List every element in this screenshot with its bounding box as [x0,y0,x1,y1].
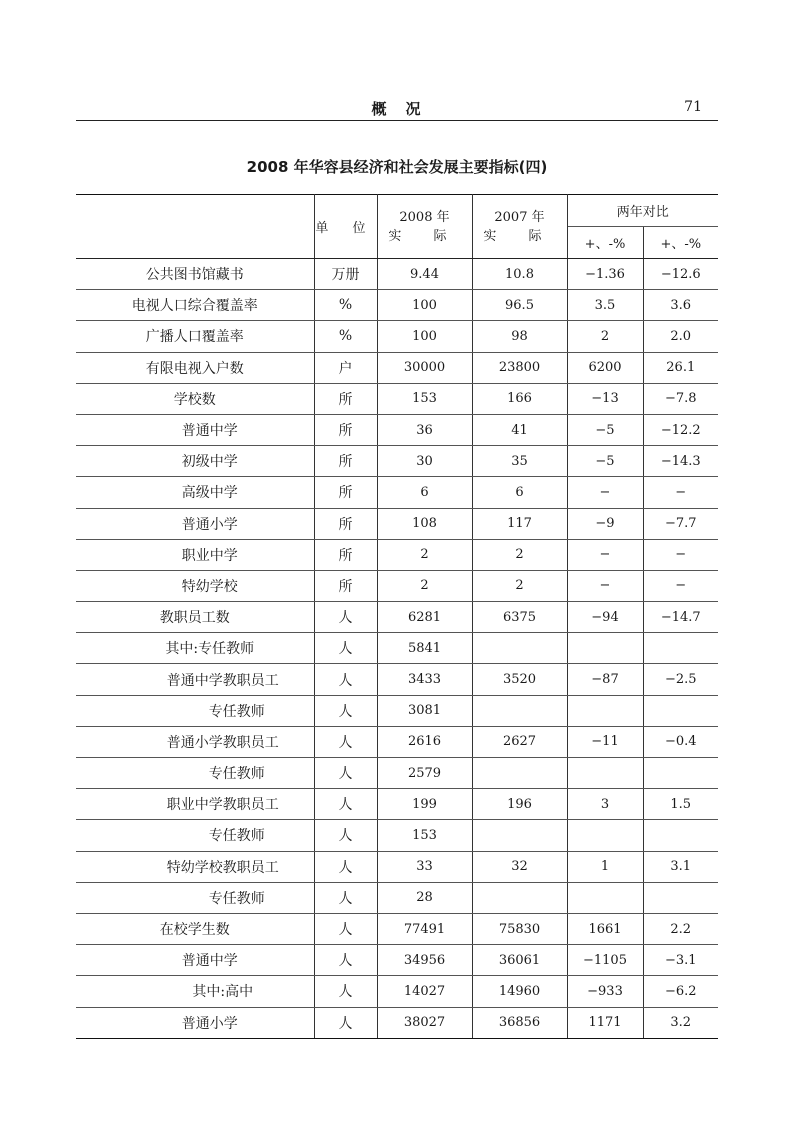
row-diff-absolute: −11 [567,726,643,757]
table-row [76,758,718,789]
row-name: 初级中学 [76,446,314,477]
table-row [76,290,718,321]
row-diff-percent: − [643,539,718,570]
row-diff-percent [643,820,718,851]
row-value-2007: 10.8 [472,259,567,290]
row-unit: 人 [314,633,377,664]
row-name: 在校学生数 [76,913,314,944]
page-header [76,96,718,121]
row-diff-percent: −6.2 [643,976,718,1007]
row-diff-absolute: 1 [567,851,643,882]
row-diff-percent [643,633,718,664]
row-unit: 人 [314,758,377,789]
row-value-2007: 96.5 [472,290,567,321]
row-value-2007: 6 [472,477,567,508]
row-diff-absolute: −13 [567,383,643,414]
row-value-2007: 36856 [472,1007,567,1038]
row-diff-percent [643,758,718,789]
row-name: 特幼学校教职员工 [76,851,314,882]
row-name: 职业中学 [76,539,314,570]
row-unit: 所 [314,508,377,539]
row-value-2007: 14960 [472,976,567,1007]
row-diff-absolute: 3 [567,789,643,820]
row-unit: 人 [314,789,377,820]
table-row [76,446,718,477]
row-unit: 户 [314,352,377,383]
table-row [76,851,718,882]
row-diff-absolute: −87 [567,664,643,695]
row-value-2008: 6281 [377,602,472,633]
header-2008-actual [377,195,472,259]
row-value-2008: 153 [377,820,472,851]
row-diff-percent: 26.1 [643,352,718,383]
row-value-2008: 9.44 [377,259,472,290]
table-row [76,570,718,601]
row-value-2008: 2579 [377,758,472,789]
row-unit: 人 [314,664,377,695]
row-diff-absolute [567,633,643,664]
table-row [76,726,718,757]
row-name: 普通小学教职员工 [76,726,314,757]
header-2008-actual-label: 实 际 [388,228,461,244]
row-unit: 所 [314,383,377,414]
row-value-2008: 77491 [377,913,472,944]
table-row [76,789,718,820]
row-diff-absolute [567,882,643,913]
row-diff-percent: 3.2 [643,1007,718,1038]
row-diff-percent: −2.5 [643,664,718,695]
row-value-2008: 3081 [377,695,472,726]
row-value-2008: 34956 [377,945,472,976]
row-name: 教职员工数 [76,602,314,633]
row-diff-percent: −7.8 [643,383,718,414]
row-diff-absolute: − [567,539,643,570]
row-value-2008: 153 [377,383,472,414]
row-value-2008: 38027 [377,1007,472,1038]
table-row [76,664,718,695]
row-diff-percent: 2.0 [643,321,718,352]
row-value-2007: 2627 [472,726,567,757]
row-value-2008: 2616 [377,726,472,757]
table-title: 2008 年华容县经济和社会发展主要指标(四) [246,158,548,176]
table-body [76,259,718,1039]
row-unit: 人 [314,945,377,976]
row-value-2008: 100 [377,290,472,321]
header-row [76,195,718,227]
row-name: 广播人口覆盖率 [76,321,314,352]
row-value-2008: 2 [377,539,472,570]
row-diff-absolute: 1171 [567,1007,643,1038]
row-unit: 人 [314,726,377,757]
row-diff-absolute: − [567,477,643,508]
row-unit: 所 [314,446,377,477]
row-name: 其中:专任教师 [76,633,314,664]
row-value-2008: 100 [377,321,472,352]
row-unit: 人 [314,976,377,1007]
row-value-2007: 75830 [472,913,567,944]
row-diff-percent: −12.6 [643,259,718,290]
row-value-2008: 30000 [377,352,472,383]
row-diff-absolute: −94 [567,602,643,633]
row-value-2008: 33 [377,851,472,882]
row-unit: 人 [314,882,377,913]
row-diff-absolute [567,758,643,789]
row-value-2007 [472,882,567,913]
row-value-2008: 36 [377,414,472,445]
row-diff-absolute: −1105 [567,945,643,976]
row-name: 普通中学教职员工 [76,664,314,695]
header-2007-year: 2007 年 [494,209,545,225]
row-unit: 人 [314,1007,377,1038]
table-row [76,820,718,851]
row-value-2008: 5841 [377,633,472,664]
table-row [76,695,718,726]
row-diff-percent: 1.5 [643,789,718,820]
row-value-2008: 14027 [377,976,472,1007]
row-name: 普通中学 [76,414,314,445]
row-unit: 人 [314,820,377,851]
row-diff-absolute: 2 [567,321,643,352]
row-value-2007: 2 [472,570,567,601]
indicators-table [76,194,718,1039]
table-row [76,1007,718,1038]
header-2007-actual [472,195,567,259]
row-value-2008: 28 [377,882,472,913]
row-value-2007: 117 [472,508,567,539]
table-row [76,477,718,508]
row-diff-absolute: −5 [567,414,643,445]
row-name: 普通中学 [76,945,314,976]
row-value-2007 [472,758,567,789]
table-row [76,508,718,539]
table-row [76,882,718,913]
row-name: 特幼学校 [76,570,314,601]
row-value-2007: 6375 [472,602,567,633]
row-diff-percent: −14.7 [643,602,718,633]
row-value-2007: 32 [472,851,567,882]
row-value-2007: 98 [472,321,567,352]
row-unit: % [314,321,377,352]
row-unit: 人 [314,695,377,726]
row-value-2007 [472,820,567,851]
table-row [76,321,718,352]
row-name: 专任教师 [76,758,314,789]
row-value-2008: 199 [377,789,472,820]
row-diff-percent: −3.1 [643,945,718,976]
table-row [76,383,718,414]
row-diff-percent: 3.1 [643,851,718,882]
table-row [76,633,718,664]
row-diff-percent: −7.7 [643,508,718,539]
row-name: 其中:高中 [76,976,314,1007]
row-value-2008: 3433 [377,664,472,695]
row-value-2007 [472,633,567,664]
table-row [76,602,718,633]
header-2007-actual-label: 实 际 [483,228,556,244]
header-diff-absolute: +、-% [567,227,643,259]
table-row [76,259,718,290]
table-row [76,945,718,976]
row-diff-percent: −14.3 [643,446,718,477]
row-value-2008: 2 [377,570,472,601]
row-value-2007: 196 [472,789,567,820]
row-diff-absolute [567,695,643,726]
row-diff-percent: −12.2 [643,414,718,445]
row-diff-absolute: −933 [567,976,643,1007]
row-diff-absolute [567,820,643,851]
table-row [76,352,718,383]
row-unit: 所 [314,414,377,445]
row-value-2008: 108 [377,508,472,539]
table-row [76,976,718,1007]
table-row [76,539,718,570]
row-value-2007: 2 [472,539,567,570]
row-name: 职业中学教职员工 [76,789,314,820]
row-value-2007 [472,695,567,726]
row-value-2008: 30 [377,446,472,477]
row-value-2007: 23800 [472,352,567,383]
row-diff-absolute: −5 [567,446,643,477]
row-diff-absolute: −9 [567,508,643,539]
row-diff-percent: − [643,570,718,601]
row-unit: 所 [314,539,377,570]
row-value-2007: 3520 [472,664,567,695]
row-name: 公共图书馆藏书 [76,259,314,290]
table-row [76,913,718,944]
row-name: 专任教师 [76,882,314,913]
table-row [76,414,718,445]
row-unit: 人 [314,851,377,882]
row-diff-percent: 2.2 [643,913,718,944]
header-2008-year: 2008 年 [399,209,450,225]
row-diff-percent: 3.6 [643,290,718,321]
row-value-2007: 166 [472,383,567,414]
row-diff-absolute: − [567,570,643,601]
row-value-2007: 35 [472,446,567,477]
row-unit: 万册 [314,259,377,290]
row-value-2008: 6 [377,477,472,508]
row-diff-absolute: −1.36 [567,259,643,290]
header-comparison: 两年对比 [567,195,718,227]
row-name: 学校数 [76,383,314,414]
row-diff-percent: − [643,477,718,508]
row-diff-percent: −0.4 [643,726,718,757]
header-diff-percent: +、-% [643,227,718,259]
row-unit: % [314,290,377,321]
running-header-title: 概 况 [371,100,423,118]
row-diff-percent [643,695,718,726]
row-name: 专任教师 [76,695,314,726]
row-unit: 所 [314,477,377,508]
row-value-2007: 41 [472,414,567,445]
row-diff-absolute: 3.5 [567,290,643,321]
header-unit: 单 位 [314,195,377,259]
row-unit: 人 [314,913,377,944]
row-diff-absolute: 1661 [567,913,643,944]
row-diff-absolute: 6200 [567,352,643,383]
row-diff-percent [643,882,718,913]
header-item-name [76,195,314,259]
row-name: 专任教师 [76,820,314,851]
row-unit: 人 [314,602,377,633]
row-name: 有限电视入户数 [76,352,314,383]
row-name: 高级中学 [76,477,314,508]
page-number: 71 [684,99,702,115]
row-name: 普通小学 [76,1007,314,1038]
row-unit: 所 [314,570,377,601]
row-name: 普通小学 [76,508,314,539]
row-name: 电视人口综合覆盖率 [76,290,314,321]
row-value-2007: 36061 [472,945,567,976]
